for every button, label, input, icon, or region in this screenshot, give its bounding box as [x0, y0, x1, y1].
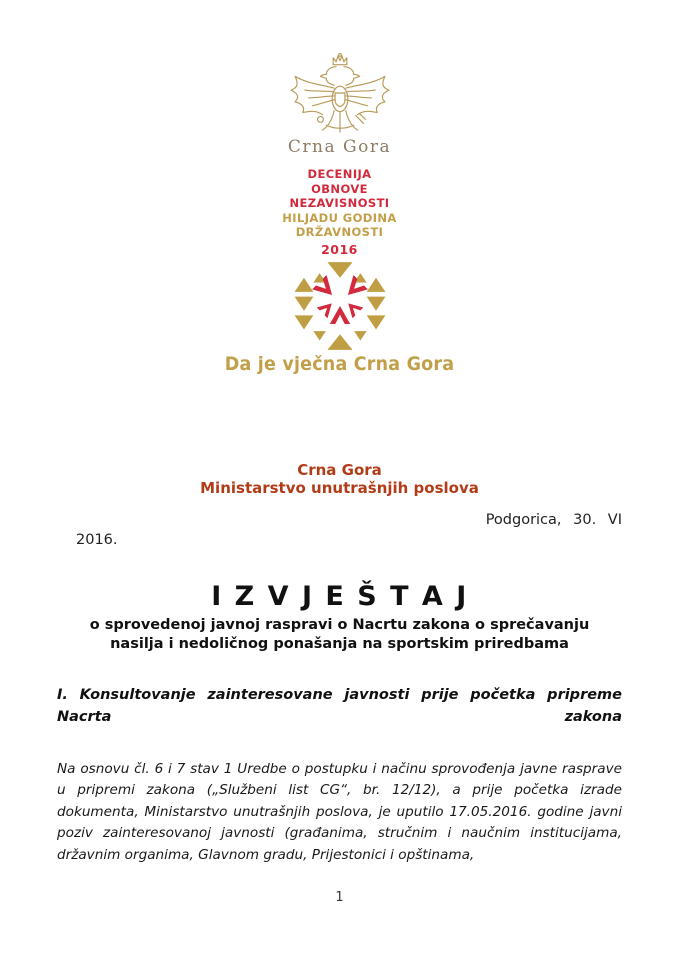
banner-line: OBNOVE — [311, 181, 368, 196]
dateline-year: 2016. — [76, 532, 118, 548]
montenegro-coat-of-arms-icon — [281, 52, 399, 136]
document-subtitle: o sprovedenoj javnoj raspravi o Nacrtu zakona o sprečavanju nasilja i nedoličnog ponašanja na sportskim priredbama — [89, 617, 590, 652]
body-block — [57, 684, 622, 866]
banner-year: 2016 — [321, 241, 358, 257]
dateline-place-date: Podgorica, 30. VI — [485, 512, 622, 528]
logo-motto: Da je vječna Crna Gora — [224, 354, 455, 375]
banner-line: NEZAVISNOSTI — [289, 196, 390, 210]
document-title: I Z V J E Š T A J — [211, 581, 468, 612]
letterhead-ministry: Ministarstvo unutrašnjih poslova — [200, 479, 479, 497]
page-number: 1 — [335, 890, 344, 905]
section-heading: I. Konsultovanje zainteresovane javnosti prije početka pripreme Nacrta zakona — [57, 687, 622, 725]
title-block — [0, 581, 679, 653]
banner-line: HILJADU GODINA — [282, 210, 397, 225]
body-paragraph: Na osnovu čl. 6 i 7 stav 1 Uredbe o postupku i načinu sprovođenja javne rasprave u pripremi zakona („Službeni list CG“, br. 12/12), a prije početka izrade dokumenta, Ministarstvo unutrašnjih poslova, je uputilo 17.05.2016. godine javni poziv zainteresovanoj javnosti (građanima, stručnim i naučnim institucijama, državnim organima, Glavnom gradu, Prijestonici i opštinama, — [57, 761, 622, 863]
dateline — [57, 512, 622, 548]
logo-country-name: Crna Gora — [287, 137, 392, 157]
anniversary-banner — [0, 167, 679, 240]
decade-star-ornament-icon — [293, 262, 387, 350]
letterhead — [0, 461, 679, 497]
letterhead-country: Crna Gora — [297, 461, 382, 479]
banner-line: DRŽAVNOSTI — [295, 225, 384, 239]
banner-line: DECENIJA — [307, 167, 372, 181]
logo-block — [0, 52, 679, 375]
